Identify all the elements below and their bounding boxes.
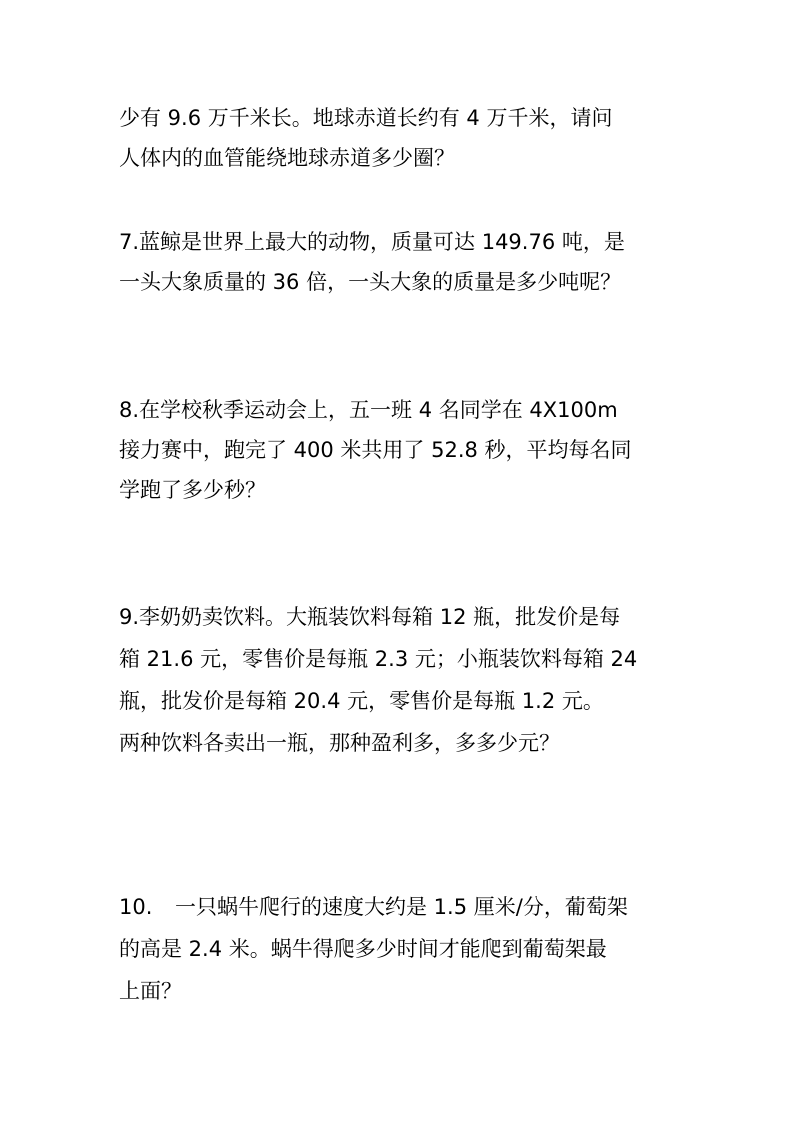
problem-10-line-3: 上面？	[119, 979, 182, 1003]
problem-9-line-2: 箱 21.6 元，零售价是每瓶 2.3 元；小瓶装饮料每箱 24	[119, 647, 638, 671]
problem-8-line-2: 接力赛中，跑完了 400 米共用了 52.8 秒，平均每名同	[119, 438, 632, 462]
problem-10-line-1-text: 一只蜗牛爬行的速度大约是 1.5 厘米/分，葡萄架	[175, 895, 628, 919]
problem-9-line-1: 9.李奶奶卖饮料。大瓶装饮料每箱 12 瓶，批发价是每	[119, 605, 621, 629]
problem-6-line-2: 人体内的血管能绕地球赤道多少圈？	[119, 146, 455, 170]
problem-7-line-2: 一头大象质量的 36 倍，一头大象的质量是多少吨呢？	[119, 270, 622, 294]
problem-9-line-3: 瓶，批发价是每箱 20.4 元，零售价是每瓶 1.2 元。	[119, 689, 604, 713]
problem-7-line-1: 7.蓝鲸是世界上最大的动物，质量可达 149.76 吨，是	[119, 230, 625, 254]
problem-10-line-2: 的高是 2.4 米。蜗牛得爬多少时间才能爬到葡萄架最	[119, 937, 607, 961]
problem-9-line-4: 两种饮料各卖出一瓶，那种盈利多，多多少元？	[119, 731, 560, 755]
problem-10-number: 10.	[119, 895, 153, 919]
problem-10-line-1	[119, 897, 679, 918]
problem-6-line-1: 少有 9.6 万千米长。地球赤道长约有 4 万千米，请问	[119, 106, 613, 130]
problem-8-line-1: 8.在学校秋季运动会上，五一班 4 名同学在 4X100m	[119, 398, 618, 422]
problem-8-line-3: 学跑了多少秒？	[119, 478, 266, 502]
